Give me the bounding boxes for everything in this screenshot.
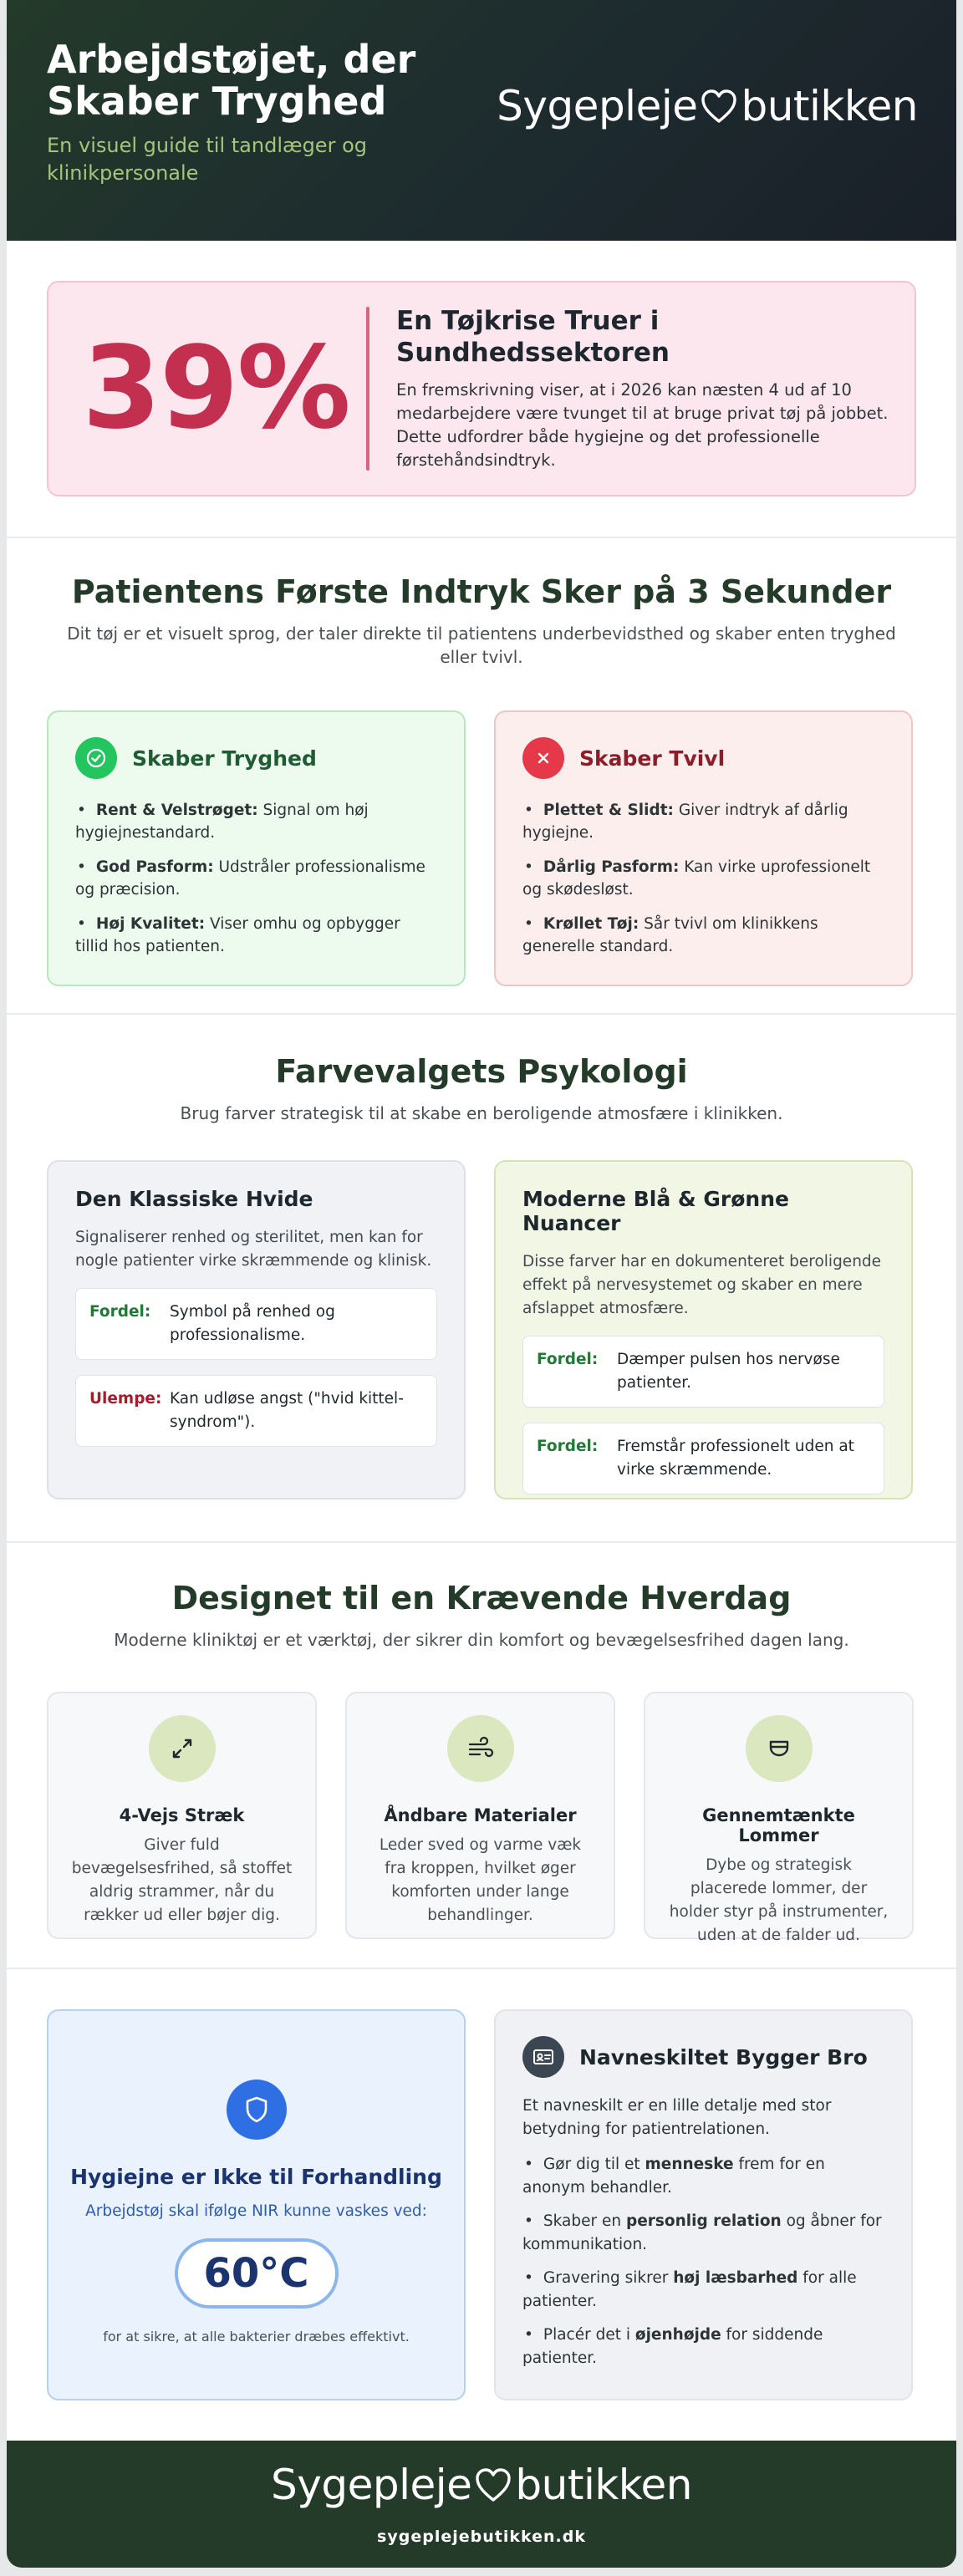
nametag-list: [522, 2153, 884, 2370]
impression-intro: Dit tøj er et visuelt sprog, der taler direkte til patientens underbevidsthed og skaber enten tryghed eller tvivl.: [67, 624, 896, 667]
stat-text: En fremskrivning viser, at i 2026 kan næsten 4 ud af 10 medarbejdere være tvunget til at bruge privat tøj på jobbet. Dette udfordrer både hygiejne og det professionelle førstehåndsindtryk.: [396, 380, 889, 470]
hygiene-note: for at sikre, at alle bakterier dræbes effektivt.: [103, 2329, 410, 2344]
infographic-page: [7, 0, 956, 2568]
page-title: Arbejdstøjet, der Skaber Tryghed: [47, 37, 416, 124]
white-text: Signaliserer renhed og sterilitet, men kan for nogle patienter virke skræmmende og klinisk.: [75, 1229, 432, 1270]
list-item: • Gravering sikrer høj læsbarhed for alle patienter.: [522, 2267, 884, 2314]
stat-number: 39%: [82, 323, 349, 455]
feature-text: Dybe og strategisk placerede lommer, der holder styr på instrumenter, uden at de falder ud.: [669, 1856, 889, 1944]
list-item: • Plettet & Slidt: Giver indtryk af dårlig hygiejne.: [522, 799, 884, 844]
footer-logo[interactable]: [7, 2461, 956, 2509]
feature-text: Giver fuld bevægelsesfrihed, så stoffet aldrig strammer, når du rækker ud eller bøjer dig.: [71, 1836, 293, 1924]
impression-section: [7, 538, 956, 1013]
logo-word-left: Sygepleje: [271, 2461, 472, 2509]
pro-text: Symbol på renhed og professionalisme.: [170, 1303, 335, 1344]
colors-intro: Brug farver strategisk til at skabe en beroligende atmosfære i klinikken.: [180, 1103, 783, 1123]
green-color-card: [494, 1160, 913, 1499]
x-circle-icon: [522, 737, 564, 779]
heart-icon: [473, 2465, 513, 2505]
features-section: [7, 1543, 956, 1968]
white-color-card: [47, 1160, 466, 1499]
hygiene-card: [47, 2009, 466, 2400]
tryghed-title: Skaber Tryghed: [132, 746, 317, 771]
colors-section: [7, 1015, 956, 1541]
pro-box: [75, 1288, 437, 1360]
pro-box: [522, 1336, 884, 1408]
feature-text: Leder sved og varme væk fra kroppen, hvilket øger komforten under lange behandlinger.: [379, 1836, 582, 1924]
list-item: • Placér det i øjenhøjde for siddende patienter.: [522, 2324, 884, 2370]
stat-divider: [366, 307, 369, 471]
stat-heading: En Tøjkrise Truer i Sundhedssektoren: [396, 306, 670, 368]
tryghed-card: [47, 710, 466, 986]
tvivl-card: [494, 710, 913, 986]
bottom-section: [7, 1969, 956, 2441]
wind-icon: [447, 1715, 514, 1782]
feature-title: 4-Vejs Stræk: [119, 1805, 245, 1825]
tryghed-list: [75, 799, 437, 958]
hygiene-text: Arbejdstøj skal ifølge NIR kunne vaskes ved:: [85, 2202, 427, 2220]
feature-card-stretch: [47, 1692, 317, 1939]
heart-icon: [699, 86, 739, 126]
stretch-arrows-icon: [149, 1715, 216, 1782]
footer: [7, 2441, 956, 2568]
colors-heading: Farvevalgets Psykologi: [275, 1053, 688, 1090]
list-item: • Dårlig Pasform: Kan virke uprofessionelt og skødesløst.: [522, 856, 884, 901]
pro-label: Fordel:: [537, 1438, 599, 1455]
id-card-icon: [522, 2036, 564, 2078]
list-item: • Gør dig til et menneske frem for en anonym behandler.: [522, 2153, 884, 2200]
tvivl-list: [522, 799, 884, 958]
list-item: • Rent & Velstrøget: Signal om høj hygiejnestandard.: [75, 799, 437, 844]
green-text: Disse farver har en dokumenteret beroligende effekt på nervesystemet og skaber en mere afslappet atmosfære.: [522, 1253, 882, 1317]
stat-card: [47, 281, 916, 496]
con-label: Ulempe:: [89, 1390, 162, 1408]
logo-word-left: Sygepleje: [497, 82, 698, 130]
list-item: • Krøllet Tøj: Sår tvivl om klinikkens generelle standard.: [522, 913, 884, 958]
feature-card-pockets: [644, 1692, 914, 1944]
footer-url-link[interactable]: sygeplejebutikken.dk: [377, 2528, 586, 2546]
white-title: Den Klassiske Hvide: [75, 1187, 313, 1211]
stat-section: [7, 241, 956, 537]
nametag-card: [494, 2009, 913, 2400]
logo-word-right: butikken: [741, 82, 918, 130]
header-logo[interactable]: [497, 82, 918, 130]
pro-text: Fremstår professionelt uden at virke skræmmende.: [617, 1438, 854, 1479]
con-box: [75, 1375, 437, 1447]
check-circle-icon: [75, 737, 117, 779]
temperature-badge: 60°C: [175, 2238, 339, 2309]
nametag-text: Et navneskilt er en lille detalje med stor betydning for patientrelationen.: [522, 2097, 832, 2138]
pro-label: Fordel:: [537, 1351, 599, 1368]
feature-title: Åndbare Materialer: [384, 1805, 577, 1825]
header: [7, 0, 956, 241]
feature-card-breathable: [345, 1692, 615, 1939]
stat-body: [396, 305, 889, 472]
impression-heading: Patientens Første Indtryk Sker på 3 Sekunder: [71, 573, 892, 610]
hygiene-title: Hygiejne er Ikke til Forhandling: [70, 2165, 442, 2189]
nametag-title: Navneskiltet Bygger Bro: [579, 2044, 868, 2069]
list-item: • Skaber en personlig relation og åbner for kommunikation.: [522, 2210, 884, 2257]
shield-icon: [227, 2080, 287, 2140]
pro-label: Fordel:: [89, 1303, 151, 1321]
pro-text: Dæmper pulsen hos nervøse patienter.: [617, 1351, 840, 1392]
features-intro: Moderne kliniktøj er et værktøj, der sikrer din komfort og bevægelsesfrihed dagen lang.: [114, 1630, 849, 1650]
list-item: • God Pasform: Udstråler professionalisme og præcision.: [75, 856, 437, 901]
con-text: Kan udløse angst ("hvid kittel-syndrom").: [170, 1390, 404, 1431]
features-heading: Designet til en Krævende Hverdag: [171, 1580, 792, 1616]
tvivl-title: Skaber Tvivl: [579, 746, 726, 771]
pro-box: [522, 1423, 884, 1494]
list-item: • Høj Kvalitet: Viser omhu og opbygger tillid hos patienten.: [75, 913, 437, 958]
green-title: Moderne Blå & Grønne Nuancer: [522, 1187, 789, 1235]
pocket-icon: [746, 1715, 813, 1782]
page-subtitle: En visuel guide til tandlæger og klinikpersonale: [47, 134, 367, 185]
feature-title: Gennemtænkte Lommer: [702, 1805, 855, 1845]
logo-word-right: butikken: [515, 2461, 692, 2509]
